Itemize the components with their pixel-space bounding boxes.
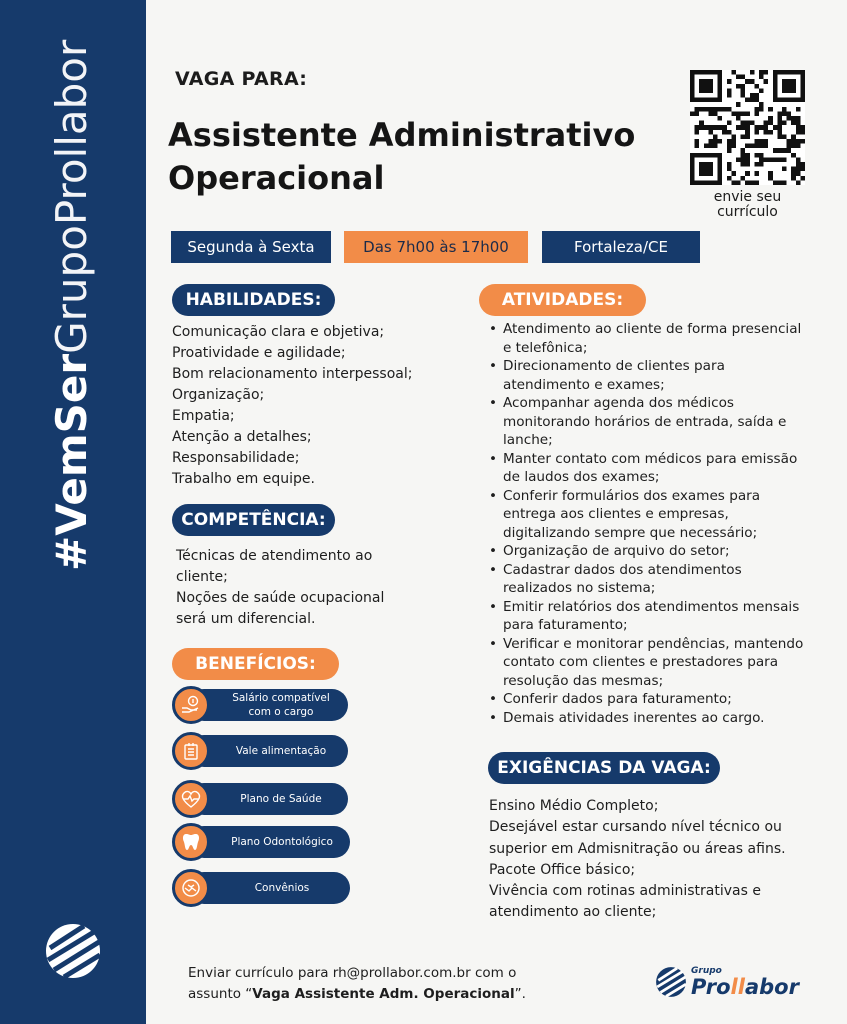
atividade-item: • Acompanhar agenda dos médicos monitorando horários de entrada, saída e lanche;	[488, 394, 803, 450]
atividade-item: • Manter contato com médicos para emissão de laudos dos exames;	[488, 450, 803, 487]
competencia-line: cliente;	[176, 569, 228, 585]
atividades-heading: ATIVIDADES:	[479, 284, 646, 316]
habilidade-item: Comunicação clara e objetiva;	[172, 324, 385, 340]
hours-pill: Das 7h00 às 17h00	[344, 231, 528, 263]
brand-small-label: Grupo	[691, 965, 722, 976]
atividade-item: • Cadastrar dados dos atendimentos realizados no sistema;	[488, 561, 803, 598]
salary-hand-icon	[172, 686, 210, 724]
exigencias-text	[489, 796, 786, 924]
benefit-label	[188, 689, 348, 721]
benefit-item	[172, 783, 348, 815]
footer-line2: assunto “Vaga Assistente Adm. Operacional”.	[188, 986, 526, 1002]
tooth-icon	[172, 823, 210, 861]
footer-instructions	[188, 963, 526, 1005]
job-title-line2: Operacional	[168, 159, 385, 197]
competencia-text	[176, 546, 384, 630]
benefit-label: Plano de Saúde	[188, 783, 348, 815]
habilidade-item: Empatia;	[172, 408, 235, 424]
atividade-item: • Direcionamento de clientes para atendimento e exames;	[488, 357, 803, 394]
footer-line1: Enviar currículo para rh@prollabor.com.br com o	[188, 965, 517, 981]
atividade-item: • Atendimento ao cliente de forma presencial e telefônica;	[488, 320, 803, 357]
heartbeat-icon	[172, 780, 210, 818]
footer-subject: Vaga Assistente Adm. Operacional	[252, 986, 515, 1002]
atividade-item: • Demais atividades inerentes ao cargo.	[488, 709, 803, 728]
hashtag-bold: #VemSer	[47, 353, 96, 571]
brand-logo	[655, 966, 799, 998]
habilidade-item: Bom relacionamento interpessoal;	[172, 366, 413, 382]
exigencia-line: atendimento ao cliente;	[489, 904, 657, 921]
sidebar	[0, 0, 146, 1024]
benefit-item	[172, 872, 350, 904]
competencia-heading: COMPETÊNCIA:	[172, 504, 335, 536]
vaga-para-label: VAGA PARA:	[175, 68, 308, 90]
beneficios-heading: BENEFÍCIOS:	[172, 648, 339, 680]
handshake-icon	[172, 869, 210, 907]
habilidades-heading: HABILIDADES:	[172, 284, 335, 316]
habilidade-item: Proatividade e agilidade;	[172, 345, 346, 361]
days-pill: Segunda à Sexta	[171, 231, 331, 263]
exigencia-line: superior em Admisnitração ou áreas afins.	[489, 840, 786, 857]
competencia-line: Técnicas de atendimento ao	[176, 548, 373, 564]
benefit-label-line1: Salário compatível	[232, 692, 330, 704]
exigencia-line: Desejável estar cursando nível técnico ou	[489, 819, 782, 836]
qr-caption-line2: currículo	[717, 204, 778, 220]
exigencias-heading: EXIGÊNCIAS DA VAGA:	[488, 752, 720, 784]
benefit-label: Plano Odontológico	[188, 826, 350, 858]
atividades-list	[488, 320, 803, 727]
atividade-item: • Conferir dados para faturamento;	[488, 690, 803, 709]
exigencia-line: Pacote Office básico;	[489, 861, 636, 878]
benefit-label: Convênios	[188, 872, 350, 904]
competencia-line: será um diferencial.	[176, 611, 316, 627]
food-icon	[172, 732, 210, 770]
habilidade-item: Atenção a detalhes;	[172, 429, 312, 445]
benefit-label: Vale alimentação	[188, 735, 348, 767]
job-title	[168, 114, 635, 200]
qr-code[interactable]	[690, 70, 805, 185]
location-pill: Fortaleza/CE	[542, 231, 700, 263]
atividade-item: • Conferir formulários dos exames para entrega aos clientes e empresas, digitalizando sempre que necessário;	[488, 487, 803, 543]
habilidade-item: Trabalho em equipe.	[172, 471, 315, 487]
brand-sphere-icon	[655, 966, 687, 998]
hashtag-vertical	[47, 39, 96, 571]
benefit-label-line2: com o cargo	[248, 706, 314, 718]
benefit-item	[172, 826, 350, 858]
benefit-item	[172, 735, 348, 767]
competencia-line: Noções de saúde ocupacional	[176, 590, 385, 606]
prollabor-sphere-logo	[44, 922, 102, 980]
qr-caption-line1: envie seu	[713, 189, 782, 205]
atividade-item: • Verificar e monitorar pendências, mantendo contato com clientes e prestadores para resolução das mesmas;	[488, 635, 803, 691]
exigencia-line: Vivência com rotinas administrativas e	[489, 883, 761, 900]
benefit-item	[172, 689, 348, 721]
job-title-line1: Assistente Administrativo	[168, 116, 636, 154]
atividade-item: • Organização de arquivo do setor;	[488, 542, 803, 561]
brand-name: Prollabor	[691, 974, 799, 999]
habilidade-item: Organização;	[172, 387, 265, 403]
atividade-item: • Emitir relatórios dos atendimentos mensais para faturamento;	[488, 598, 803, 635]
hashtag-light: GrupoProllabor	[47, 39, 96, 354]
habilidades-list	[172, 322, 412, 490]
exigencia-line: Ensino Médio Completo;	[489, 798, 659, 814]
habilidade-item: Responsabilidade;	[172, 450, 300, 466]
qr-caption	[680, 190, 815, 220]
